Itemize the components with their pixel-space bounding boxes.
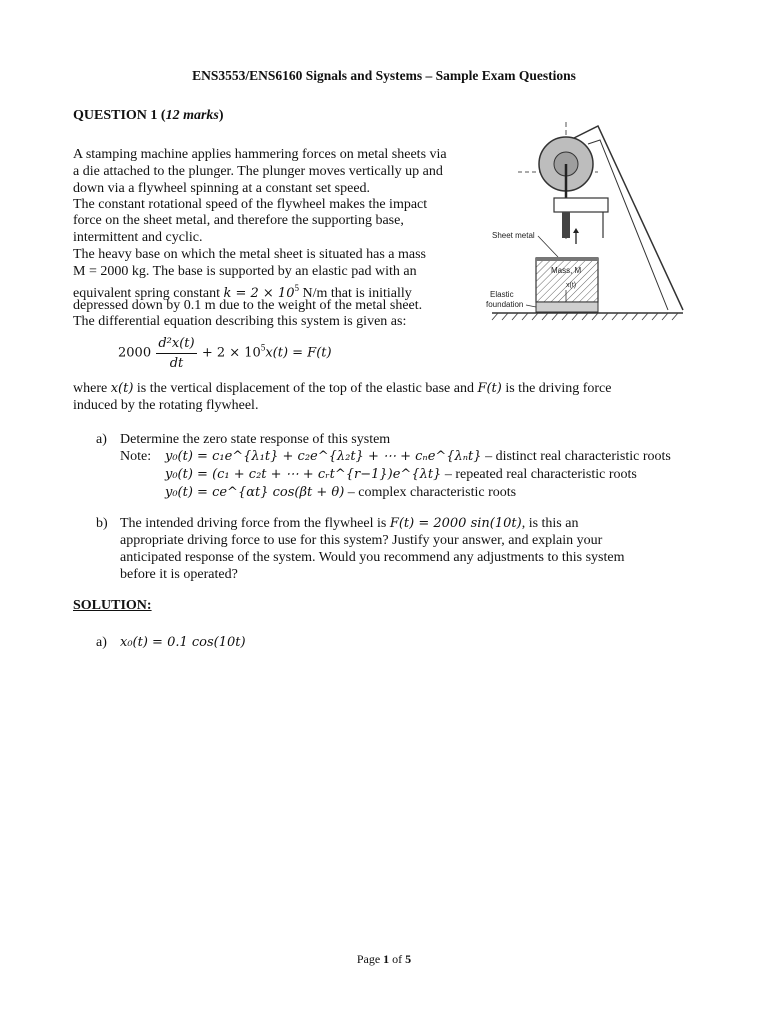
part-b-text-1: The intended driving force from the flywheel is bbox=[120, 516, 390, 531]
part-b-line-1 bbox=[120, 515, 578, 532]
footer-of: of bbox=[389, 952, 406, 966]
spring-suffix: N/m that is initially bbox=[298, 286, 412, 301]
equation-term-a: + 2 × 10 bbox=[201, 345, 261, 361]
note-distinct bbox=[165, 448, 671, 465]
label-xt: x(t) bbox=[566, 282, 577, 289]
paragraph-line-8: M = 2000 kg. The base is supported by an elastic pad with an bbox=[73, 264, 417, 279]
sheet-metal-pointer bbox=[538, 236, 558, 257]
page-footer bbox=[0, 952, 768, 967]
note-repeated-math: y₀(t) = (c₁ + c₂t + ⋯ + cᵣt^{r−1})e^{λt} bbox=[165, 467, 442, 482]
label-elastic-1: Elastic bbox=[490, 290, 514, 299]
label-sheet-metal: Sheet metal bbox=[492, 231, 535, 240]
footer-page-number: 1 bbox=[383, 952, 390, 966]
part-a-note-label: Note: bbox=[120, 449, 152, 464]
paragraph-line-4: The constant rotational speed of the flywheel makes the impact bbox=[73, 197, 428, 212]
question-marks: 12 marks bbox=[165, 108, 219, 123]
note-complex-text: – complex characteristic roots bbox=[344, 485, 517, 500]
footer-page-total: 5 bbox=[405, 952, 412, 966]
paragraph-line-11: The differential equation describing this system is given as: bbox=[73, 314, 407, 329]
solution-heading: SOLUTION: bbox=[73, 598, 152, 613]
where-text-2: is the vertical displacement of the top of the elastic base and bbox=[133, 381, 478, 396]
equation-exponent: 5 bbox=[260, 342, 266, 353]
part-b-force: F(t) = 2000 sin(10t) bbox=[389, 516, 522, 531]
elastic-foundation bbox=[536, 302, 598, 312]
equation-denominator: dt bbox=[169, 356, 184, 371]
part-a-label: a) bbox=[96, 432, 107, 447]
frame-inner bbox=[588, 140, 668, 310]
solution-a-answer: x₀(t) = 0.1 cos(10t) bbox=[120, 635, 246, 650]
equation-fraction bbox=[156, 336, 196, 371]
label-mass: Mass, M bbox=[551, 266, 582, 275]
where-line-1 bbox=[73, 380, 611, 397]
part-b-line-3: anticipated response of the system. Would you recommend any adjustments to this system bbox=[120, 550, 625, 565]
spring-constant: k = 2 × 10 bbox=[223, 286, 295, 301]
differential-equation bbox=[118, 336, 332, 371]
question-label-end: ) bbox=[218, 108, 224, 123]
plunger bbox=[562, 212, 570, 238]
paragraph-line-6: intermittent and cyclic. bbox=[73, 230, 203, 245]
footer-prefix: Page bbox=[356, 952, 384, 966]
part-a-text: Determine the zero state response of this system bbox=[120, 432, 391, 447]
note-complex bbox=[165, 484, 516, 501]
question-label: QUESTION 1 ( bbox=[73, 108, 166, 123]
where-line-2: induced by the rotating flywheel. bbox=[73, 398, 259, 413]
question-heading bbox=[73, 108, 224, 124]
spring-exponent: 5 bbox=[294, 283, 299, 293]
solution-a-label: a) bbox=[96, 635, 107, 650]
equation-term-b: x(t) = F(t) bbox=[265, 345, 332, 361]
paragraph-line-1: A stamping machine applies hammering forces on metal sheets via bbox=[73, 147, 447, 162]
note-repeated bbox=[165, 466, 637, 483]
where-x: x(t) bbox=[110, 381, 134, 396]
equation-numerator: d²x(t) bbox=[156, 336, 196, 354]
label-elastic-2: foundation bbox=[486, 300, 524, 309]
note-complex-math: y₀(t) = ce^{αt} cos(βt + θ) bbox=[165, 485, 345, 500]
elastic-pointer bbox=[526, 305, 536, 307]
paragraph-line-10: depressed down by 0.1 m due to the weight of the metal sheet. bbox=[73, 298, 423, 313]
arrow-up-icon bbox=[573, 228, 579, 233]
page-title: ENS3553/ENS6160 Signals and Systems – Sample Exam Questions bbox=[192, 68, 576, 83]
note-distinct-text: – distinct real characteristic roots bbox=[481, 449, 671, 464]
part-b-line-4: before it is operated? bbox=[120, 567, 238, 582]
plunger-guide bbox=[554, 198, 608, 212]
paragraph-line-7: The heavy base on which the metal sheet is situated has a mass bbox=[73, 247, 427, 262]
where-text-3: is the driving force bbox=[501, 381, 612, 396]
paragraph-line-3: down via a flywheel spinning at a constant set speed. bbox=[73, 181, 371, 196]
paragraph-line-2: a die attached to the plunger. The plunger moves vertically up and bbox=[73, 164, 443, 179]
note-repeated-text: – repeated real characteristic roots bbox=[441, 467, 637, 482]
part-b-text-2: , is this an bbox=[521, 516, 579, 531]
part-b-label: b) bbox=[96, 516, 108, 531]
where-F: F(t) bbox=[477, 381, 502, 396]
part-b-line-2: appropriate driving force to use for this system? Justify your answer, and explain your bbox=[120, 533, 603, 548]
paragraph-line-5: force on the sheet metal, and therefore the supporting base, bbox=[73, 213, 404, 228]
equation-coefficient: 2000 bbox=[118, 345, 152, 361]
where-text-1: where bbox=[73, 381, 111, 396]
note-distinct-math: y₀(t) = c₁e^{λ₁t} + c₂e^{λ₂t} + ⋯ + cₙe^{λₙt} bbox=[165, 449, 482, 464]
mass-block bbox=[536, 258, 598, 302]
sheet-metal bbox=[536, 257, 598, 261]
spring-prefix: equivalent spring constant bbox=[73, 286, 224, 301]
stamping-machine-figure bbox=[478, 120, 690, 325]
ground-hatch bbox=[492, 313, 678, 320]
